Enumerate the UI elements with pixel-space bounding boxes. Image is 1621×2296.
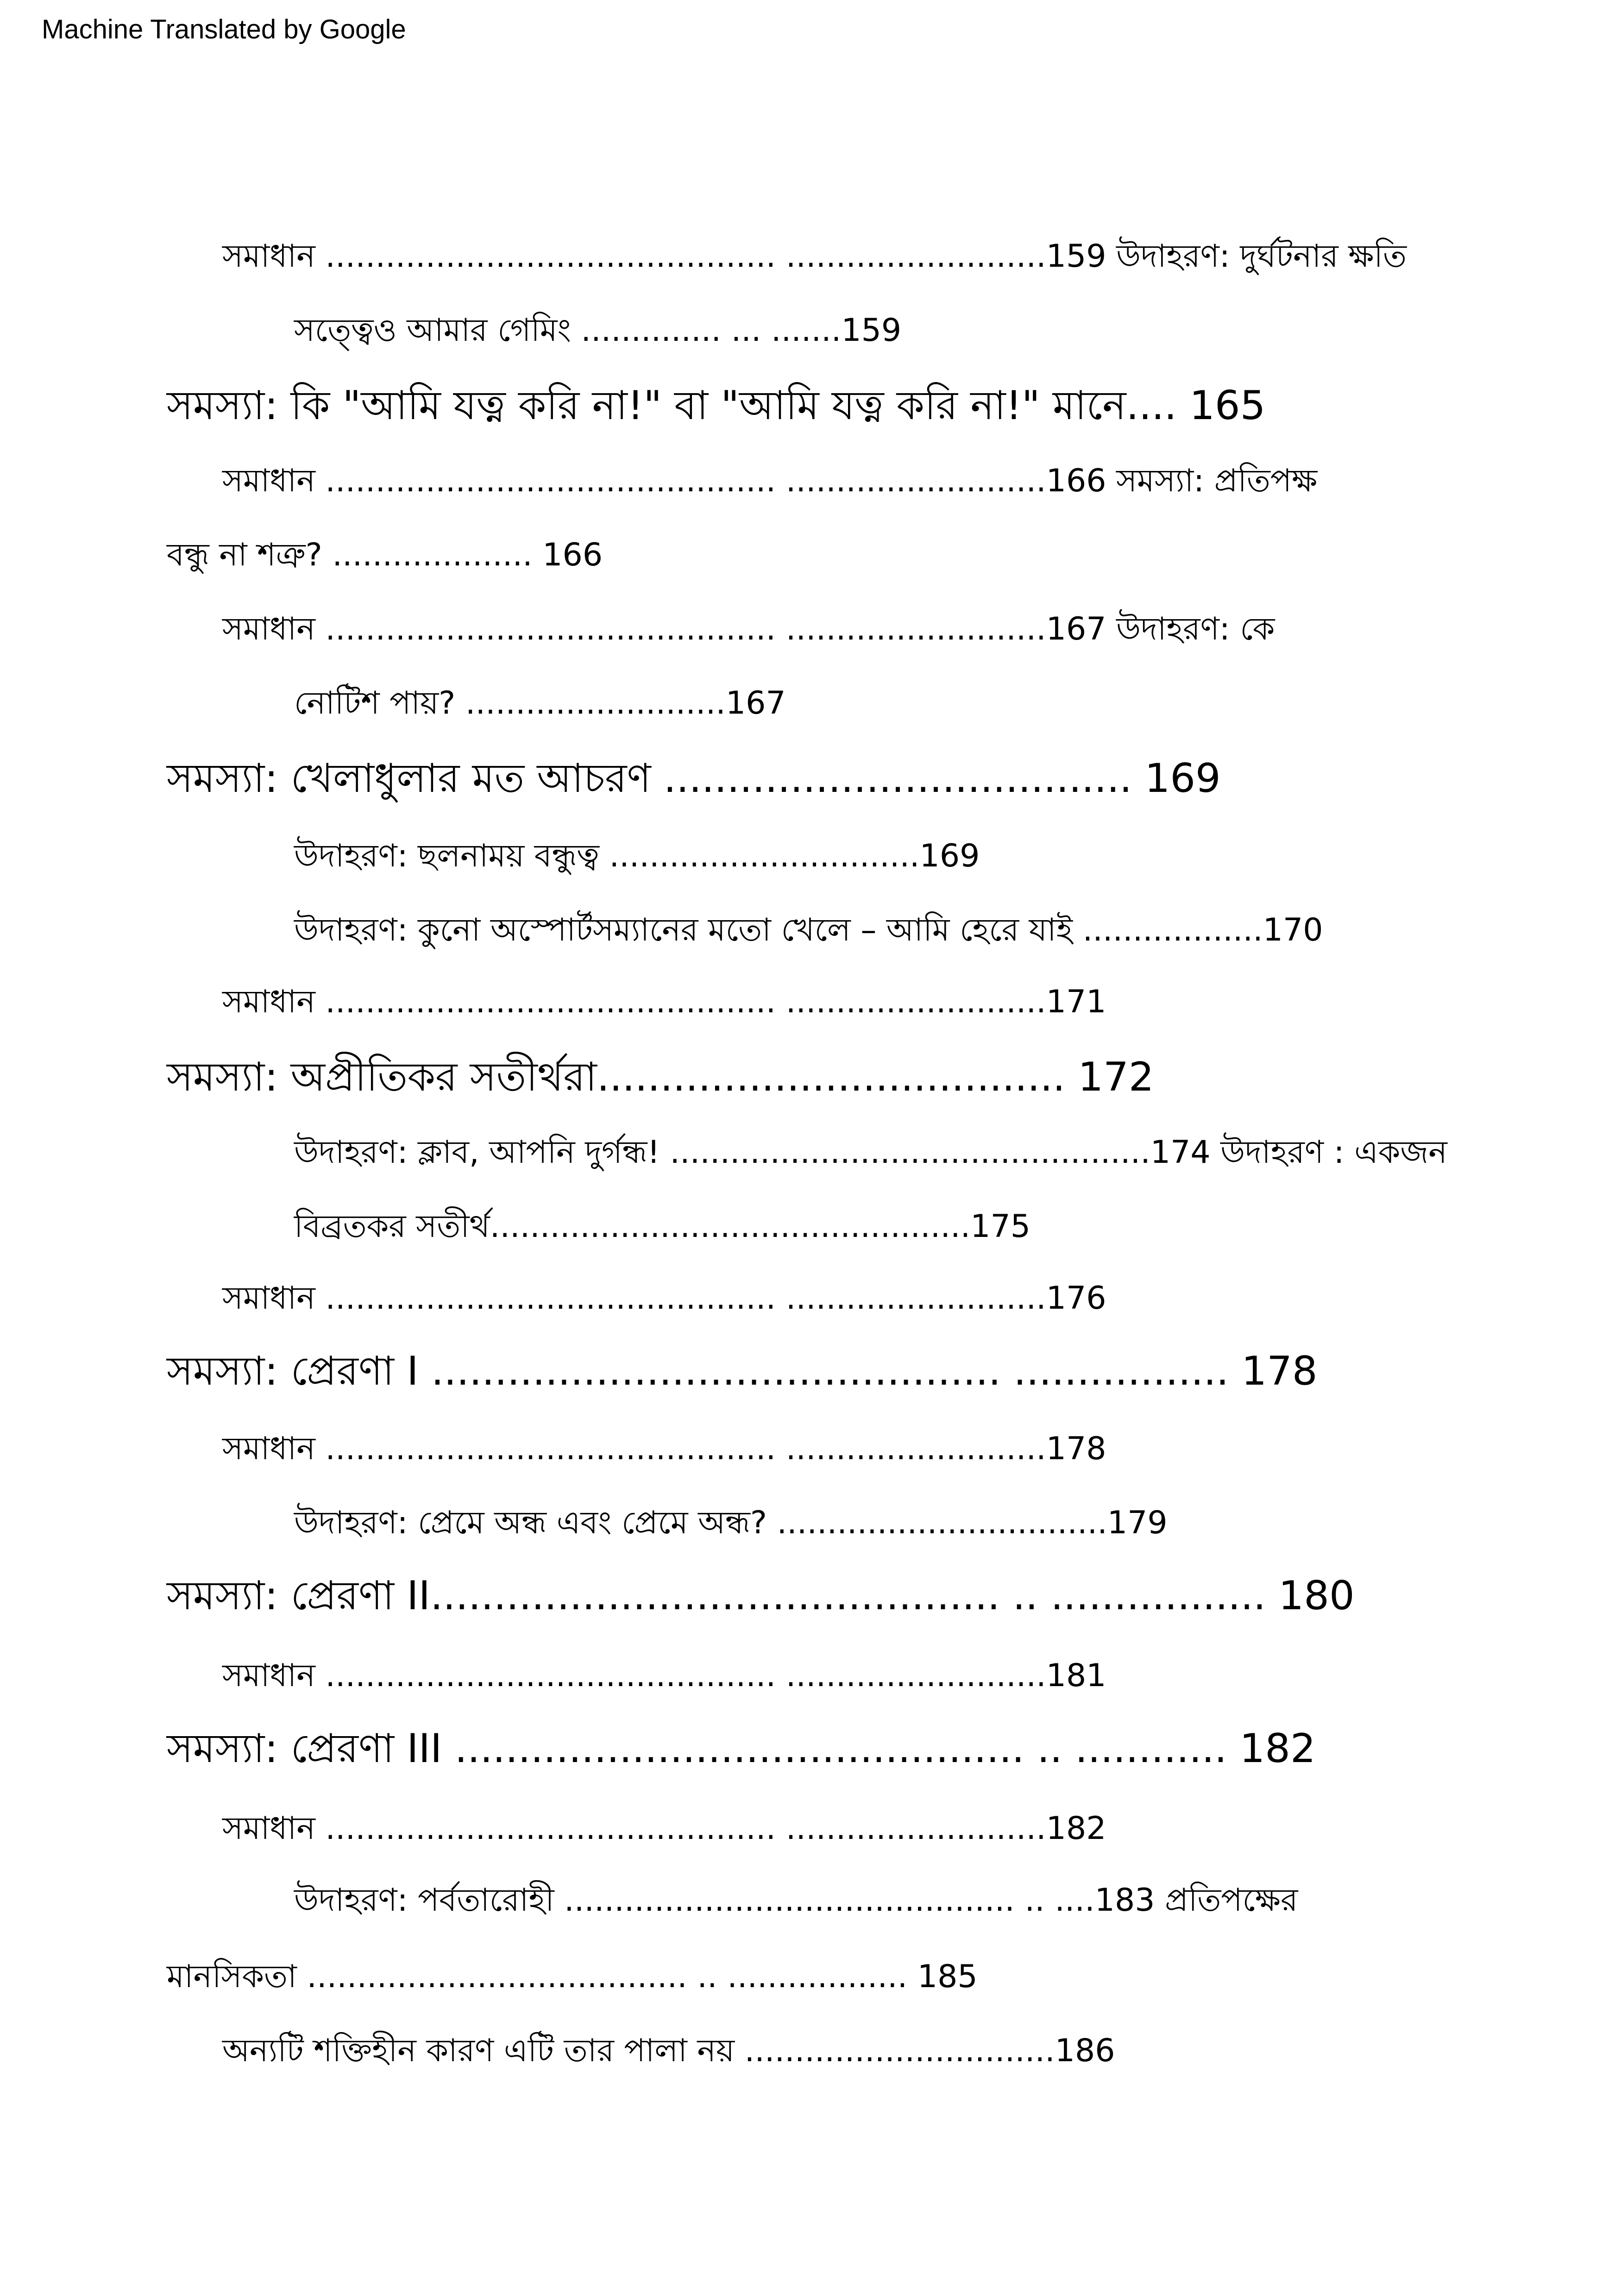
toc-entry: অন্যটি শক্তিহীন কারণ এটি তার পালা নয় ...............................186: [222, 2033, 1115, 2069]
toc-heading: সমস্যা: প্রেরণা II............................................. .. ................. 180: [167, 1573, 1355, 1619]
toc-entry: সত্ত্বেও আমার গেমিং .............. ... .......159: [294, 312, 902, 349]
toc-entry: উদাহরণ: কুনো অস্পোর্টসম্যানের মতো খেলে – আমি হেরে যাই ..................170: [294, 912, 1323, 948]
toc-entry: মানসিকতা ...................................... .. .................. 185: [167, 1958, 978, 1995]
toc-entry: বন্ধু না শত্রু? .................... 166: [167, 537, 603, 573]
toc-entry: উদাহরণ: প্রেমে অন্ধ এবং প্রেমে অন্ধ? .................................179: [294, 1505, 1168, 1541]
toc-entry: সমাধান ............................................. ..........................171: [222, 984, 1106, 1020]
toc-entry: সমাধান ............................................. ..........................182: [222, 1810, 1106, 1847]
toc-entry: সমাধান ............................................. ..........................167 উদাহরণ: কে: [222, 611, 1275, 647]
toc-heading: সমস্যা: কি "আমি যত্ন করি না!" বা "আমি যত্ন করি না!" মানে.... 165: [167, 383, 1266, 429]
toc-entry: সমাধান ............................................. ..........................181: [222, 1657, 1106, 1694]
toc-entry: উদাহরণ: পর্বতারোহী ............................................. .. ....183 প্রতিপক্ষের: [294, 1882, 1298, 1919]
toc-heading: সমস্যা: প্রেরণা I ............................................. ................. 178: [167, 1348, 1318, 1394]
toc-heading: সমস্যা: অপ্রীতিকর সতীর্থরা..................................... 172: [167, 1054, 1154, 1100]
toc-heading: সমস্যা: খেলাধুলার মত আচরণ ..................................... 169: [167, 755, 1221, 802]
translation-notice: Machine Translated by Google: [42, 14, 406, 44]
toc-entry: নোটিশ পায়? ..........................167: [294, 685, 786, 721]
toc-heading: সমস্যা: প্রেরণা III ............................................. .. ............ 182: [167, 1725, 1316, 1772]
toc-entry: উদাহরণ: ক্লাব, আপনি দুর্গন্ধ! ................................................174 উদাহরণ : একজন: [294, 1134, 1447, 1171]
toc-entry: উদাহরণ: ছলনাময় বন্ধুত্ব ...............................169: [294, 838, 980, 874]
toc-entry: সমাধান ............................................. ..........................166 সমস্যা: প্রতিপক্ষ: [222, 463, 1318, 499]
toc-entry: সমাধান ............................................. ..........................178: [222, 1430, 1106, 1467]
toc-entry: সমাধান ............................................. ..........................176: [222, 1280, 1106, 1317]
toc-entry: সমাধান ............................................. ..........................159 উদাহরণ: দুর্ঘটনার ক্ষতি: [222, 238, 1407, 275]
toc-entry: বিব্রতকর সতীর্থ................................................175: [294, 1208, 1031, 1245]
